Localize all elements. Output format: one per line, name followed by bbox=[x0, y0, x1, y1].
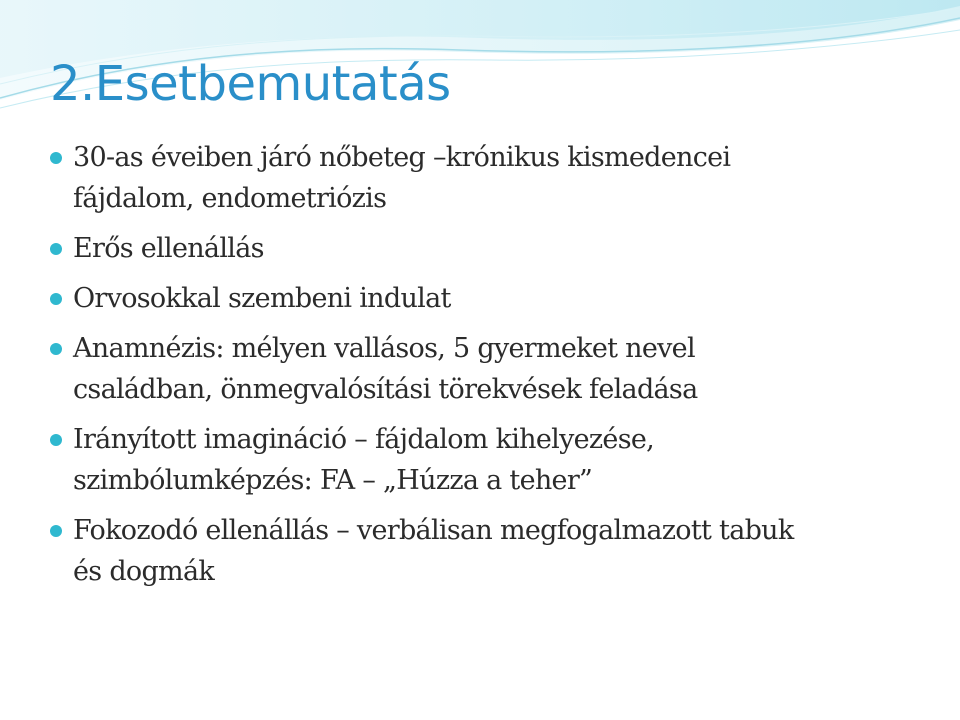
bullet-line: Erős ellenállás bbox=[73, 233, 264, 264]
bullet-line: Anamnézis: mélyen vallásos, 5 gyermeket nevel bbox=[73, 333, 695, 364]
bullet-dot-icon bbox=[50, 243, 62, 255]
bullet-dot-icon bbox=[50, 152, 62, 164]
bullet-line: szimbólumképzés: FA – „Húzza a teher” bbox=[73, 465, 593, 496]
bullet-item bbox=[48, 419, 928, 501]
bullet-dot-icon bbox=[50, 293, 62, 305]
bullet-list bbox=[48, 137, 928, 601]
bullet-line: Irányított imagináció – fájdalom kihelyezése, bbox=[73, 424, 655, 455]
bullet-item bbox=[48, 328, 928, 410]
bullet-line: Orvosokkal szembeni indulat bbox=[73, 283, 451, 314]
bullet-dot-icon bbox=[50, 434, 62, 446]
bullet-dot-icon bbox=[50, 525, 62, 537]
bullet-line: és dogmák bbox=[73, 556, 215, 587]
bullet-line: 30-as éveiben járó nőbeteg –krónikus kismedencei bbox=[73, 142, 731, 173]
bullet-dot-icon bbox=[50, 343, 62, 355]
bullet-line: Fokozodó ellenállás – verbálisan megfogalmazott tabuk bbox=[73, 515, 794, 546]
bullet-line: fájdalom, endometriózis bbox=[73, 183, 387, 214]
bullet-item bbox=[48, 137, 928, 219]
bullet-item bbox=[48, 278, 928, 319]
bullet-item bbox=[48, 510, 928, 592]
slide-title: 2.Esetbemutatás bbox=[50, 56, 451, 112]
bullet-item bbox=[48, 228, 928, 269]
bullet-line: családban, önmegvalósítási törekvések feladása bbox=[73, 374, 698, 405]
